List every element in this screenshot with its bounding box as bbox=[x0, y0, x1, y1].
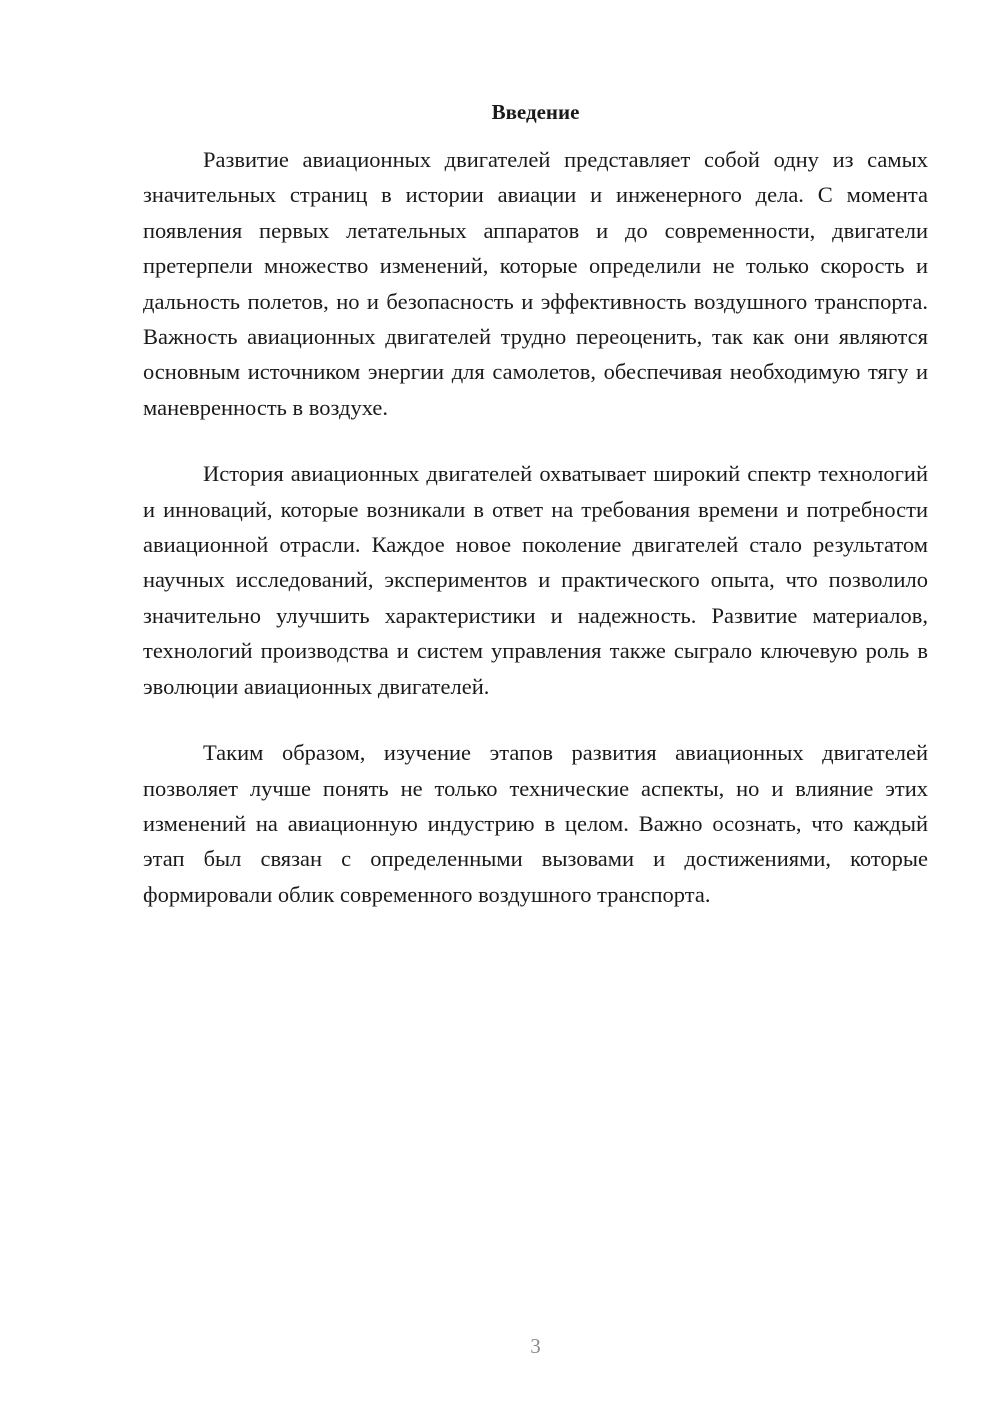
paragraph-1: Развитие авиационных двигателей представляет собой одну из самых значительных страниц в истории авиации и инженерного дела. С момента появления первых летательных аппаратов и до современности, двигатели претерпели множество изменений, которые определили не только скорость и дальность полетов, но и безопасность и эффективность воздушного транспорта. Важность авиационных двигателей трудно переоценить, так как они являются основным источником энергии для самолетов, обеспечивая необходимую тягу и маневренность в воздухе. bbox=[143, 147, 928, 420]
paragraph-3: Таким образом, изучение этапов развития авиационных двигателей позволяет лучше понять не только технические аспекты, но и влияние этих изменений на авиационную индустрию в целом. Важно осознать, что каждый этап был связан с определенными вызовами и достижениями, которые формировали облик современного воздушного транспорта. bbox=[143, 740, 928, 907]
paragraph-2: История авиационных двигателей охватывает широкий спектр технологий и инноваций, которые возникали в ответ на требования времени и потребности авиационной отрасли. Каждое новое поколение двигателей стало результатом научных исследований, экспериментов и практического опыта, что позволило значительно улучшить характеристики и надежность. Развитие материалов, технологий производства и систем управления также сыграло ключевую роль в эволюции авиационных двигателей. bbox=[143, 461, 928, 699]
body-text bbox=[143, 142, 928, 943]
section-heading: Введение bbox=[491, 100, 580, 124]
page-number: 3 bbox=[530, 1334, 541, 1358]
